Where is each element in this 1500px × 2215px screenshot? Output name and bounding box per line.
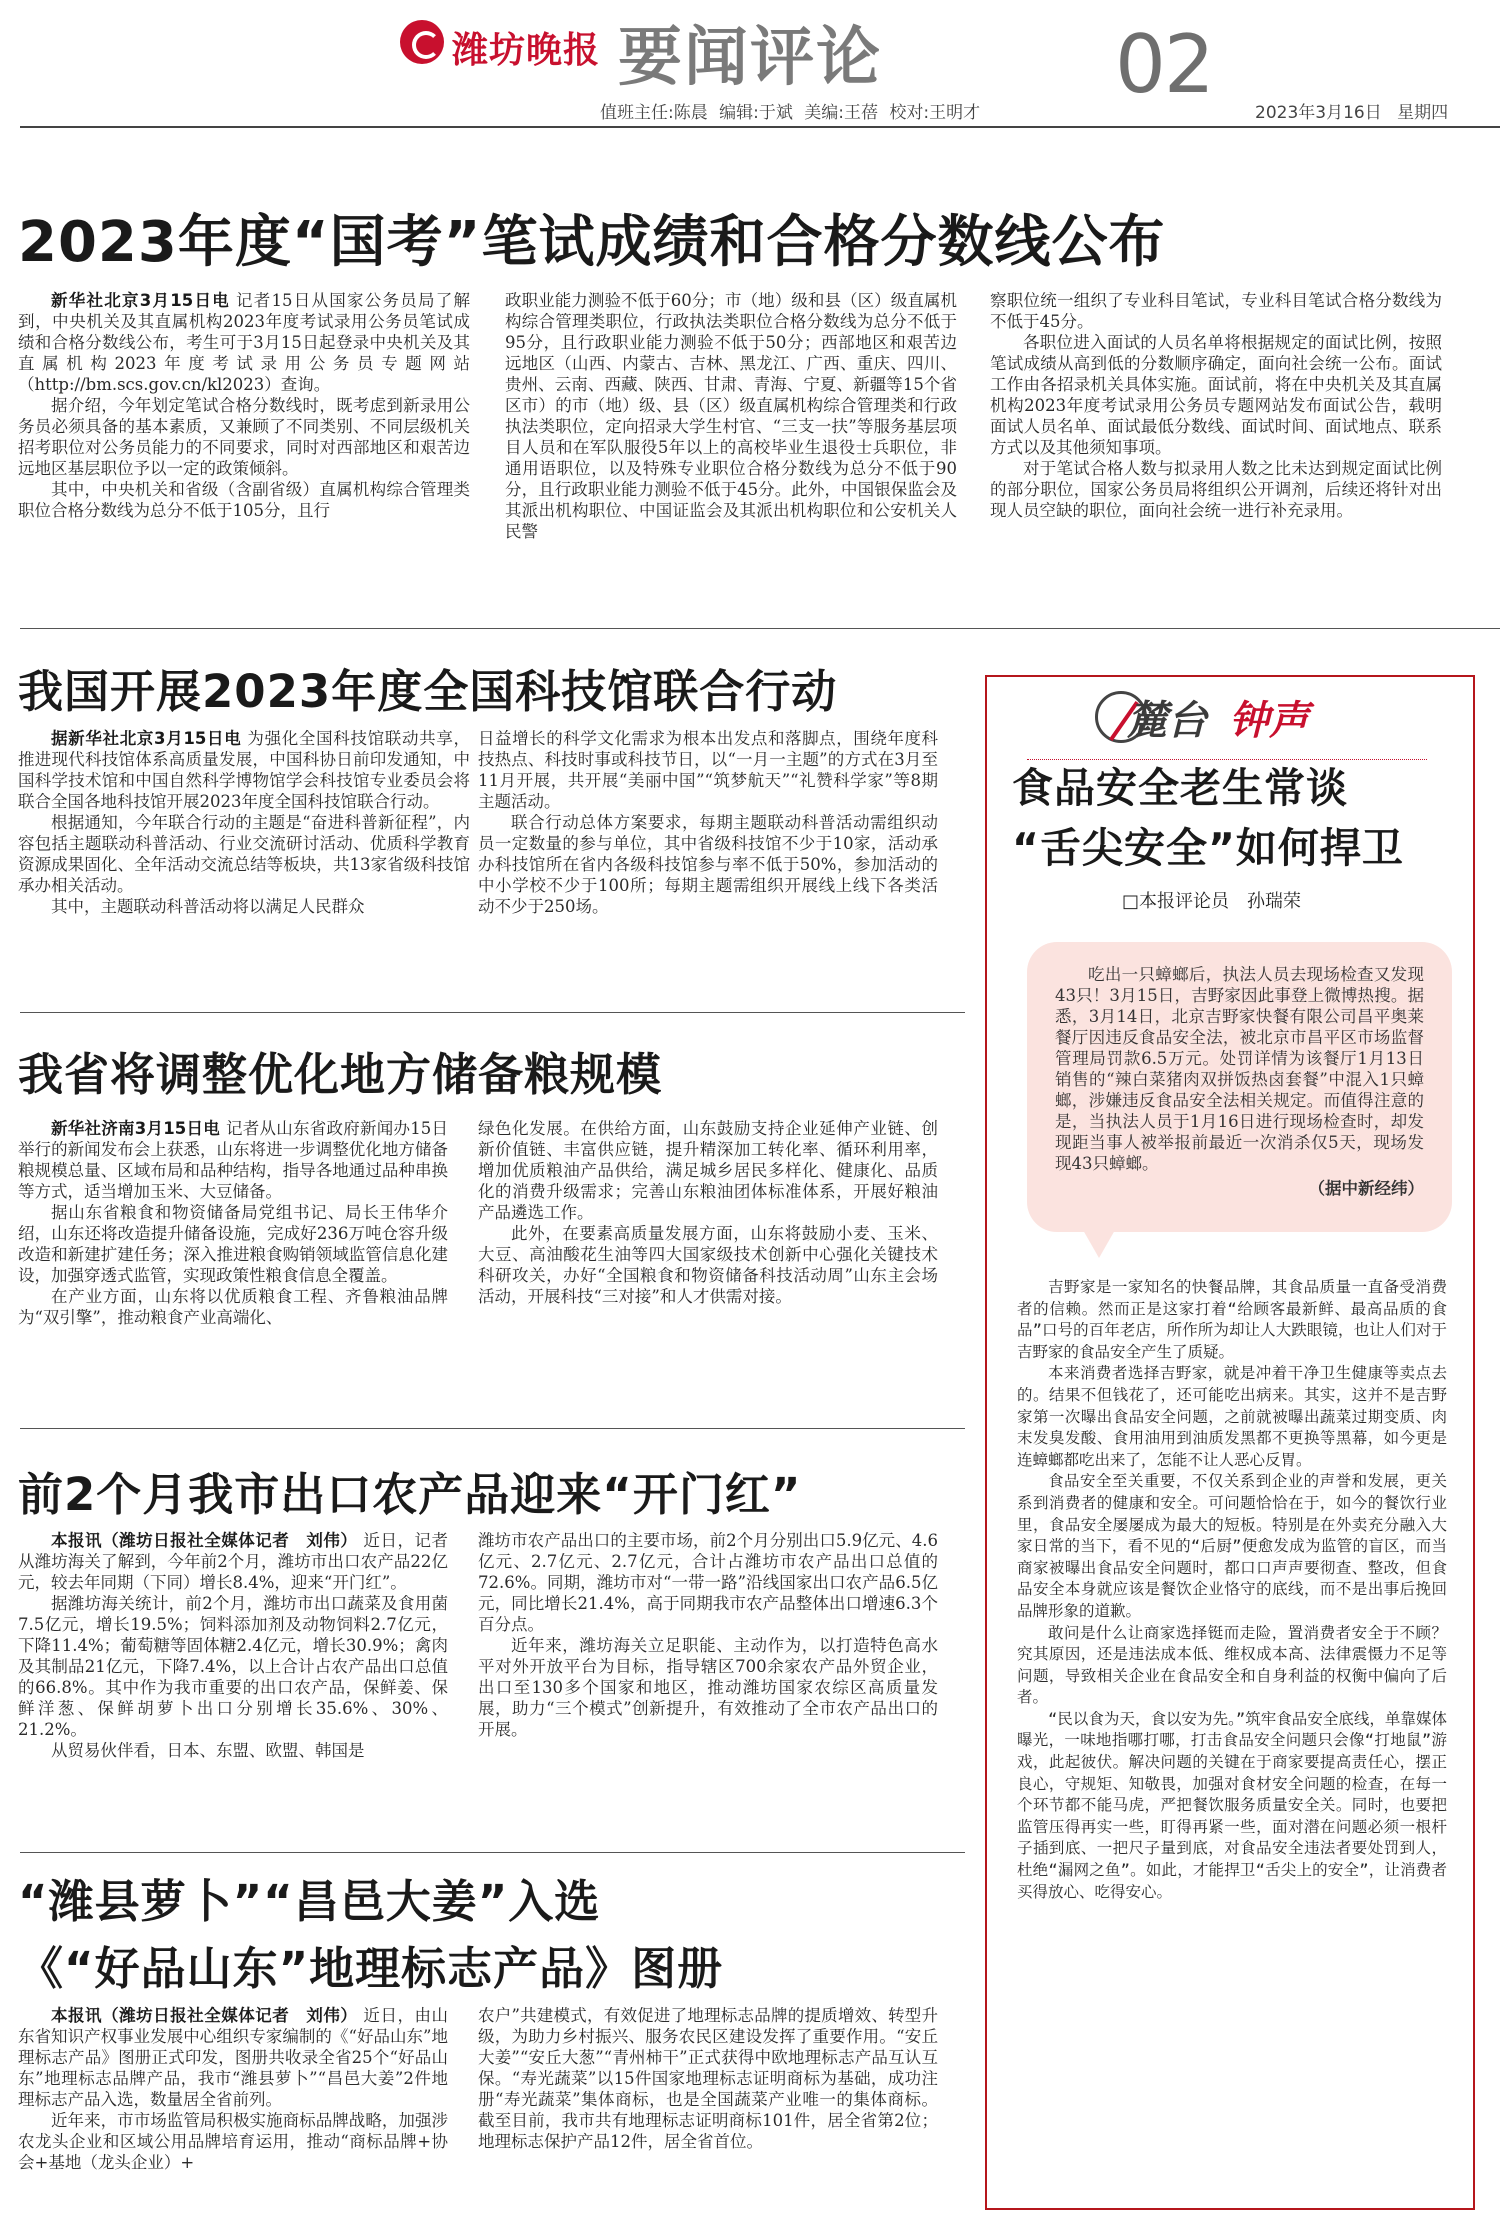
paragraph: 据介绍，今年划定笔试合格分数线时，既考虑到新录用公务员必须具备的基本素质，又兼顾了不同类别、不同层级机关招考职位对公务员能力的不同要求，同时对西部地区和艰苦边远地区基层职位予以一定的政策倾斜。 bbox=[18, 396, 470, 478]
article-column bbox=[18, 728, 470, 1003]
section-rule bbox=[20, 1012, 965, 1013]
paragraph: 根据通知，今年联合行动的主题是“奋进科普新征程”，内容包括主题联动科普活动、行业交流研讨活动、优质科学教育资源成果固化、全年活动交流总结等板块，共13家省级科技馆承办相关活动。 bbox=[18, 813, 470, 895]
commentary-title-line1: 食品安全老生常谈 bbox=[1012, 764, 1348, 812]
paragraph: 近日，由山东省知识产权事业发展中心组织专家编制的《“好品山东”地理标志产品》图册正式印发，图册共收录全省25个“好品山东”地理标志品牌产品，我市“潍县萝卜”“昌邑大姜”2件地理标志产品入选，数量居全省前列。 bbox=[18, 2006, 448, 2109]
article-column bbox=[990, 290, 1442, 610]
commentary-paragraph: “民以食为天，食以安为先。”筑牢食品安全底线，单靠媒体曝光，一味地指哪打哪，打击食品安全问题只会像“打地鼠”游戏，此起彼伏。解决问题的关键在于商家要提高责任心，摆正良心，守规矩、知敬畏，加强对食材安全问题的检查，在每一个环节都不能马虎，严把餐饮服务质量安全关。同时，也要把监管压得再实一些，盯得再紧一些，面对潜在问题必须一根杆子插到底、一把尺子量到底，对食品安全违法者要处罚到人，杜绝“漏网之鱼”。如此，才能捍卫“舌尖上的安全”，让消费者买得放心、吃得安心。 bbox=[1017, 1709, 1447, 1901]
paragraph: 记者15日从国家公务员局了解到，中央机关及其直属机构2023年度考试录用公务员笔试成绩和合格分数线公布，考生可于3月15日起登录中央机关及其直属机构2023年度考试录用公务员专题网站（http://bm.scs.gov.cn/kl2023）查询。 bbox=[18, 291, 470, 394]
paragraph: 近年来，潍坊海关立足职能、主动作为，以打造特色高水平对外开放平台为目标，指导辖区700余家农产品外贸企业，出口至130多个国家和地区，推动潍坊国家农综区高质量发展，助力“三个模式”创新提升，有效推动了全市农产品出口的开展。 bbox=[478, 1636, 938, 1739]
paper-logo-icon bbox=[400, 20, 444, 64]
commentary-body bbox=[1017, 1277, 1447, 2202]
commentary-paragraph: 吉野家是一家知名的快餐品牌，其食品质量一直备受消费者的信赖。然而正是这家打着“给顾客最新鲜、最高品质的食品”口号的百年老店，所作所为却让人大跌眼镜，也让人们对于吉野家的食品安全产生了质疑。 bbox=[1017, 1278, 1447, 1361]
section-title: 要闻评论 bbox=[618, 21, 882, 95]
article-column bbox=[478, 1118, 938, 1418]
column-brand-right: 钟声 bbox=[1229, 698, 1309, 744]
article-column bbox=[18, 1118, 448, 1418]
commentary-title-line2: “舌尖安全”如何捍卫 bbox=[1012, 824, 1404, 872]
paragraph: 潍坊市农产品出口的主要市场，前2个月分别出口5.9亿元、4.6亿元、2.7亿元、2.7亿元，合计占潍坊市农产品出口总值的72.6%。同期，潍坊市对“一带一路”沿线国家出口农产品6.5亿元，同比增长21.4%，高于同期我市农产品整体出口增速6.3个百分点。 bbox=[478, 1531, 938, 1634]
quote-source: （据中新经纬） bbox=[1308, 1179, 1424, 1198]
paragraph: 其中，中央机关和省级（含副省级）直属机构综合管理类职位合格分数线为总分不低于105分，且行 bbox=[18, 480, 470, 520]
article-headline-export: 前2个月我市出口农产品迎来“开门红” bbox=[18, 1468, 802, 1521]
masthead bbox=[0, 0, 1500, 135]
section-rule bbox=[20, 628, 1500, 629]
paragraph: 据潍坊海关统计，前2个月，潍坊市出口蔬菜及食用菌7.5亿元，增长19.5%；饲料添加剂及动物饲料2.7亿元，下降11.4%；葡萄糖等固体糖2.4亿元，增长30.9%；禽肉及其制品21亿元，下降7.4%，以上合计占农产品出口总值的66.8%。其中作为我市重要的出口农产品，保鲜姜、保鲜洋葱、保鲜胡萝卜出口分别增长35.6%、30%、21.2%。 bbox=[18, 1594, 448, 1739]
article-headline-geo-line1: “潍县萝卜”“昌邑大姜”入选 bbox=[18, 1875, 601, 1928]
section-rule bbox=[20, 1428, 965, 1429]
article-column bbox=[18, 1530, 448, 1842]
paragraph: 联合行动总体方案要求，每期主题联动科普活动需组织动员一定数量的参与单位，其中省级科技馆不少于10家，活动承办科技馆所在省内各级科技馆参与率不低于50%，参加活动的中小学校不少于100所；每期主题需组织开展线上线下各类活动不少于250场。 bbox=[478, 813, 938, 916]
paragraph: 在产业方面，山东将以优质粮食工程、齐鲁粮油品牌为“双引擎”，推动粮食产业高端化、 bbox=[18, 1287, 448, 1327]
paragraph: 近日，记者从潍坊海关了解到，今年前2个月，潍坊市出口农产品22亿元，较去年同期（下同）增长8.4%，迎来“开门红”。 bbox=[18, 1531, 448, 1592]
paragraph: 据山东省粮食和物资储备局党组书记、局长王伟华介绍，山东还将改造提升储备设施，完成好236万吨仓容升级改造和新建扩建任务；深入推进粮食购销领域监管信息化建设，加强穿透式监管，实现政策性粮食信息全覆盖。 bbox=[18, 1203, 448, 1285]
dateline: 本报讯（潍坊日报社全媒体记者 刘伟） bbox=[51, 1531, 358, 1550]
article-headline-science: 我国开展2023年度全国科技馆联合行动 bbox=[18, 665, 838, 718]
dateline: 本报讯（潍坊日报社全媒体记者 刘伟） bbox=[51, 2006, 358, 2025]
article-column bbox=[478, 2005, 938, 2213]
paragraph: 各职位进入面试的人员名单将根据规定的面试比例，按照笔试成绩从高到低的分数顺序确定，面向社会统一公布。面试工作由各招录机关具体实施。面试前，将在中央机关及其直属机构2023年度考试录用公务员专题网站发布面试公告，载明面试人员名单、面试最低分数线、面试时间、面试地点、联系方式以及其他须知事项。 bbox=[990, 333, 1442, 457]
paragraph: 日益增长的科学文化需求为根本出发点和落脚点，围绕年度科技热点、科技时事或科技节日，以“一月一主题”的方式在3月至11月开展，共开展“美丽中国”“筑梦航天”“礼赞科学家”等8期主题活动。 bbox=[478, 729, 938, 811]
article-column bbox=[18, 2005, 448, 2213]
dateline: 新华社北京3月15日电 bbox=[51, 291, 230, 310]
commentary-byline: □本报评论员 孙瑞荣 bbox=[1122, 891, 1302, 912]
masthead-rule bbox=[20, 126, 1500, 128]
paper-name: 潍坊晚报 bbox=[452, 30, 601, 71]
issue-date: 2023年3月16日 星期四 bbox=[1255, 103, 1449, 123]
commentary-box bbox=[985, 675, 1475, 2210]
dateline: 据新华社北京3月15日电 bbox=[51, 729, 242, 748]
article-column bbox=[478, 728, 938, 1003]
article-headline-exam: 2023年度“国考”笔试成绩和合格分数线公布 bbox=[18, 210, 1166, 275]
paragraph: 其中，主题联动科普活动将以满足人民群众 bbox=[51, 897, 365, 916]
page-number: 02 bbox=[1115, 18, 1213, 111]
commentary-paragraph: 本来消费者选择吉野家，就是冲着干净卫生健康等卖点去的。结果不但钱花了，还可能吃出病来。其实，这并不是吉野家第一次曝出食品安全问题，之前就被曝出蔬菜过期变质、肉末发臭发酸、食用油用到油质发黑都不更换等黑幕，如今更是连蟑螂都吃出来了，怎能不让人恶心反胃。 bbox=[1017, 1364, 1447, 1469]
paragraph: 近年来，市市场监管局积极实施商标品牌战略，加强涉农龙头企业和区域公用品牌培育运用，推动“商标品牌+协会+基地（龙头企业）+ bbox=[18, 2111, 448, 2172]
column-brand-left: 麓台 bbox=[1127, 698, 1207, 744]
paragraph: 政职业能力测验不低于60分；市（地）级和县（区）级直属机构综合管理类职位，行政执法类职位合格分数线为总分不低于95分，且行政职业能力测验不低于50分；西部地区和艰苦边远地区（山西、内蒙古、吉林、黑龙江、广西、重庆、四川、贵州、云南、西藏、陕西、甘肃、青海、宁夏、新疆等15个省区市）的市（地）级、县（区）级直属机构综合管理类和行政执法类职位，定向招录大学生村官、“三支一扶”等服务基层项目人员和在军队服役5年以上的高校毕业生退役士兵职位，非通用语职位，以及特殊专业职位合格分数线为总分不低于90分，且行政职业能力测验不低于45分。此外，中国银保监会及其派出机构职位、中国证监会及其派出机构职位和公安机关人民警 bbox=[505, 291, 957, 541]
article-column bbox=[18, 290, 470, 610]
article-column bbox=[478, 1530, 938, 1842]
quote-bubble-tail bbox=[1083, 1230, 1115, 1258]
article-headline-geo-line2: 《“好品山东”地理标志产品》图册 bbox=[18, 1942, 724, 1995]
paragraph: 此外，在要素高质量发展方面，山东将鼓励小麦、玉米、大豆、高油酸花生油等四大国家级技术创新中心强化关键技术科研攻关，办好“全国粮食和物资储备科技活动周”山东主会场活动，开展科技“三对接”和人才供需对接。 bbox=[478, 1224, 938, 1306]
paragraph: 为强化全国科技馆联动共享，推进现代科技馆体系高质量发展，中国科协日前印发通知，中国科学技术馆和中国自然科学博物馆学会科技馆专业委员会将联合全国各地科技馆开展2023年度全国科技馆联合行动。 bbox=[18, 729, 470, 811]
paragraph: 对于笔试合格人数与拟录用人数之比未达到规定面试比例的部分职位，国家公务员局将组织公开调剂，后续还将针对出现人员空缺的职位，面向社会统一进行补充录用。 bbox=[990, 459, 1442, 520]
dateline: 新华社济南3月15日电 bbox=[51, 1119, 220, 1138]
quote-bubble bbox=[1027, 942, 1452, 1232]
paragraph: 察职位统一组织了专业科目笔试，专业科目笔试合格分数线为不低于45分。 bbox=[990, 291, 1442, 331]
article-headline-grain: 我省将调整优化地方储备粮规模 bbox=[18, 1048, 663, 1101]
section-rule bbox=[20, 1852, 965, 1853]
paragraph: 绿色化发展。在供给方面，山东鼓励支持企业延伸产业链、创新价值链、丰富供应链，提升精深加工转化率、循环利用率，增加优质粮油产品供给，满足城乡居民多样化、健康化、品质化的消费升级需求；完善山东粮油团体标准体系，开展好粮油产品遴选工作。 bbox=[478, 1119, 938, 1222]
paragraph: 农户”共建模式，有效促进了地理标志品牌的提质增效、转型升级，为助力乡村振兴、服务农民区建设发挥了重要作用。“安丘大姜”“安丘大葱”“青州柿干”正式获得中欧地理标志产品互认互保。“寿光蔬菜”以15件国家地理标志证明商标为基础，成功注册“寿光蔬菜”集体商标，也是全国蔬菜产业唯一的集体商标。截至目前，我市共有地理标志证明商标101件，居全省第2位；地理标志保护产品12件，居全省首位。 bbox=[478, 2006, 938, 2151]
commentary-paragraph: 敢问是什么让商家选择铤而走险，置消费者安全于不顾？究其原因，还是违法成本低、维权成本高、法律震慑力不足等问题，导致相关企业在食品安全和自身利益的权衡中偏向了后者。 bbox=[1017, 1623, 1447, 1707]
paragraph: 从贸易伙伴看，日本、东盟、欧盟、韩国是 bbox=[51, 1741, 365, 1760]
article-column bbox=[505, 290, 957, 610]
quote-text: 吃出一只蟑螂后，执法人员去现场检查又发现43只！3月15日，吉野家因此事登上微博热搜。据悉，3月14日，北京吉野家快餐有限公司昌平奥莱餐厅因违反食品安全法，被北京市昌平区市场监督管理局罚款6.5万元。处罚详情为该餐厅1月13日销售的“辣白菜猪肉双拼饭热卤套餐”中混入1只蟑螂，涉嫌违反食品安全法相关规定。而值得注意的是，当执法人员于1月16日进行现场检查时，却发现距当事人被举报前最近一次消杀仅5天，现场发现43只蟑螂。 bbox=[1055, 965, 1424, 1173]
commentary-paragraph: 食品安全至关重要，不仅关系到企业的声誉和发展，更关系到消费者的健康和安全。可问题恰恰在于，如今的餐饮行业里，食品安全屡屡成为最大的短板。特别是在外卖充分融入大家日常的当下，看不见的“后厨”便愈发成为监管的盲区，而当商家被曝出食品安全问题时，都口口声声要彻查、整改，但食品安全本身就应该是餐饮企业恪守的底线，而不是出事后挽回品牌形象的道歉。 bbox=[1017, 1472, 1447, 1620]
paragraph: 记者从山东省政府新闻办15日举行的新闻发布会上获悉，山东将进一步调整优化地方储备粮规模总量、区域布局和品种结构，指导各地通过品种串换等方式，适当增加玉米、大豆储备。 bbox=[18, 1119, 448, 1201]
editor-credits: 值班主任:陈晨 编辑:于斌 美编:王蓓 校对:王明才 bbox=[600, 103, 981, 123]
